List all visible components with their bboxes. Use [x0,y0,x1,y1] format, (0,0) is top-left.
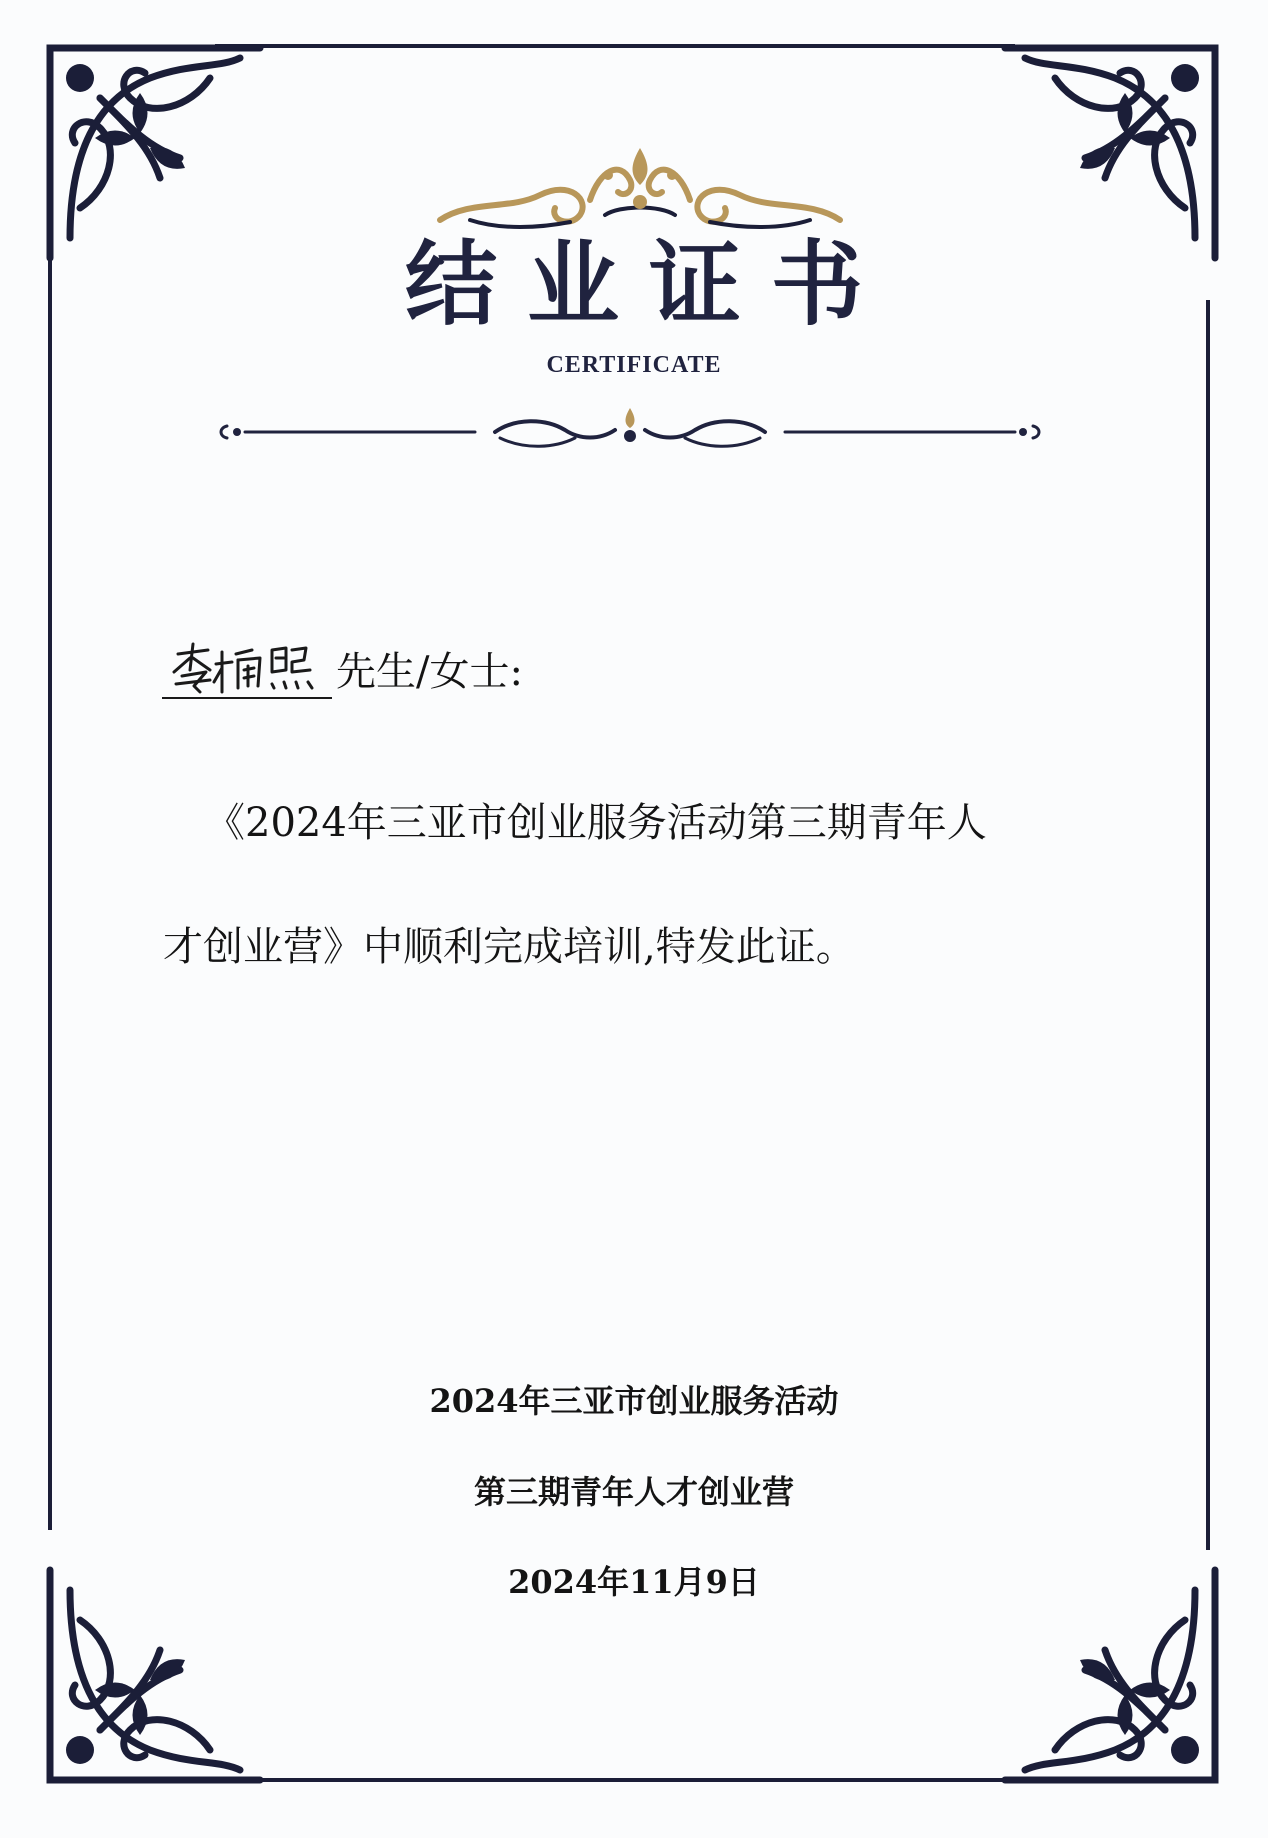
corner-ornament-top-left [40,38,270,268]
certificate-title: 结业证书 [404,230,893,338]
body-text-line-1: 《2024年三亚市创业服务活动第三期青年人 [205,800,987,846]
title-divider-ornament [205,400,1055,460]
gold-flourish-ornament [430,140,850,240]
recipient-signature [160,640,335,702]
certificate-subtitle: CERTIFICATE [546,352,722,378]
salutation-text: 先生/女士: [336,649,523,695]
frame-right-line [1206,300,1210,1550]
issue-date: 2024年11月9日 [508,1563,760,1601]
frame-bottom-line [240,1778,1030,1782]
frame-left-line [48,250,52,1530]
frame-top-line [215,44,1015,48]
body-text-line-2: 才创业营》中顺利完成培训,特发此证。 [163,924,856,970]
corner-ornament-top-right [995,38,1225,268]
issuer-line-2: 第三期青年人才创业营 [473,1473,794,1511]
issuer-line-1: 2024年三亚市创业服务活动 [429,1382,839,1420]
